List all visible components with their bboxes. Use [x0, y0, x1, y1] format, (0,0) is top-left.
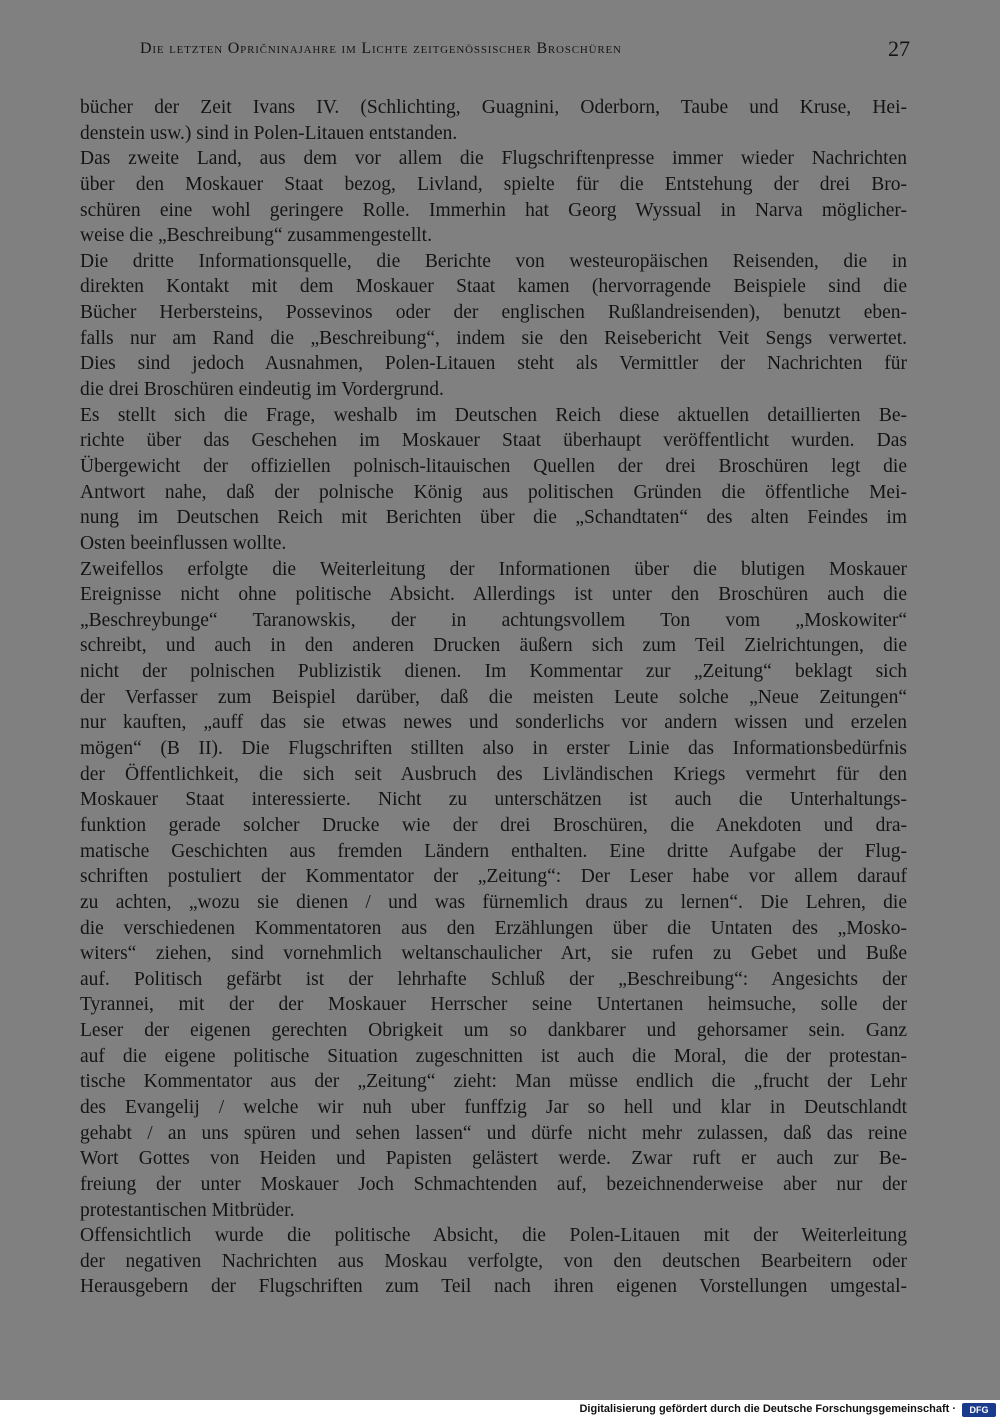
page-number: 27 [888, 36, 910, 61]
running-head [140, 36, 910, 68]
text-line: richte über das Geschehen im Moskauer Staat überhaupt veröffentlicht wurden. Das [80, 430, 907, 452]
text-line: der Öffentlichkeit, die sich seit Ausbruch des Livländischen Kriegs vermehrt für den [80, 763, 907, 785]
text-line: auf. Politisch gefärbt ist der lehrhafte Schluß der „Beschreibung“: Angesichts der [80, 968, 907, 990]
text-line: „Beschreybunge“ Taranowskis, der in achtungsvollem Ton vom „Moskowiter“ [80, 609, 907, 631]
text-line: nur kauften, „auff das sie etwas newes und sonderlichs vor andern wissen und erzelen [80, 712, 907, 734]
funding-credit: Digitalisierung gefördert durch die Deutsche Forschungsgemeinschaft · [579, 1403, 956, 1415]
text-line: über den Moskauer Staat bezog, Livland, spielte für die Entstehung der drei Bro- [80, 173, 907, 195]
text-line: Moskauer Staat interessierte. Nicht zu unterschätzen ist auch die Unterhaltungs- [80, 789, 907, 811]
text-line: Osten beeinflussen wollte. [80, 532, 287, 554]
text-line: funktion gerade solcher Drucke wie der drei Broschüren, die Anekdoten und dra- [80, 814, 907, 836]
dfg-logo-icon: DFG [962, 1403, 996, 1417]
text-line: mögen“ (B II). Die Flugschriften stillten also in erster Linie das Informationsbedürfnis [80, 738, 907, 760]
text-line: witers“ ziehen, sind vornehmlich weltanschaulicher Art, sie rufen zu Gebet und Buße [80, 943, 907, 965]
text-line: schreibt, und auch in den anderen Drucken äußern sich zum Teil Zielrichtungen, die [80, 635, 907, 657]
text-line: weise die „Beschreibung“ zusammengestellt. [80, 225, 432, 247]
text-line: die verschiedenen Kommentatoren aus den Erzählungen über die Untaten des „Mosko- [80, 917, 907, 939]
text-line: gehabt / an uns spüren und sehen lassen“ und dürfe nicht mehr zulassen, daß das reine [80, 1122, 907, 1144]
text-line: Offensichtlich wurde die politische Absicht, die Polen-Litauen mit der Weiterleitung [80, 1225, 907, 1247]
text-line: falls nur am Rand die „Beschreibung“, indem sie den Reisebericht Veit Sengs verwertet. [80, 327, 907, 349]
text-line: Leser der eigenen gerechten Obrigkeit um so dankbarer und gehorsamer sein. Ganz [80, 1020, 907, 1042]
text-line: Übergewicht der offiziellen polnisch-litauischen Quellen der drei Broschüren legt die [80, 455, 907, 477]
text-line: Ereignisse nicht ohne politische Absicht. Allerdings ist unter den Broschüren auch die [80, 584, 907, 606]
text-line: auf die eigene politische Situation zugeschnitten ist auch die Moral, die der protestan- [80, 1045, 907, 1067]
text-line: nung im Deutschen Reich mit Berichten über die „Schandtaten“ des alten Feindes im [80, 507, 907, 529]
text-line: Wort Gottes von Heiden und Papisten gelästert werde. Zwar ruft er auch zur Be- [80, 1148, 907, 1170]
text-line: des Evangelij / welche wir nuh uber funffzig Jar so hell und klar in Deutschlandt [80, 1096, 907, 1118]
text-line: matische Geschichten aus fremden Ländern enthalten. Eine dritte Aufgabe der Flug- [80, 840, 907, 862]
text-line: der negativen Nachrichten aus Moskau verfolgte, von den deutschen Bearbeitern oder [80, 1250, 907, 1272]
text-line: protestantischen Mitbrüder. [80, 1199, 295, 1221]
text-line: Dies sind jedoch Ausnahmen, Polen-Litauen steht als Vermittler der Nachrichten für [80, 353, 907, 375]
text-line: die drei Broschüren eindeutig im Vordergrund. [80, 379, 444, 401]
text-line: freiung der unter Moskauer Joch Schmachtenden auf, bezeichnenderweise aber nur der [80, 1173, 907, 1195]
digitization-footer [0, 1400, 1000, 1420]
text-line: Es stellt sich die Frage, weshalb im Deutschen Reich diese aktuellen detaillierten Be- [80, 404, 907, 426]
text-line: Zweifellos erfolgte die Weiterleitung der Informationen über die blutigen Moskauer [80, 558, 907, 580]
text-line: tische Kommentator aus der „Zeitung“ zieht: Man müsse endlich die „frucht der Lehr [80, 1071, 907, 1093]
text-line: der Verfasser zum Beispiel darüber, daß die meisten Leute solche „Neue Zeitungen“ [80, 686, 907, 708]
text-line: schüren eine wohl geringere Rolle. Immerhin hat Georg Wyssual in Narva möglicher- [80, 199, 907, 221]
text-line: zu achten, „wozu sie dienen / und was fürnemlich draus zu lernen“. Die Lehren, die [80, 891, 907, 913]
text-line: Das zweite Land, aus dem vor allem die Flugschriftenpresse immer wieder Nachrichten [80, 148, 907, 170]
text-line: schriften postuliert der Kommentator der „Zeitung“: Der Leser habe vor allem darauf [80, 866, 907, 888]
text-line: Die dritte Informationsquelle, die Berichte von westeuropäischen Reisenden, die in [80, 250, 907, 272]
text-line: nicht der polnischen Publizistik dienen. Im Kommentar zur „Zeitung“ beklagt sich [80, 661, 907, 683]
body-text [80, 95, 907, 1300]
text-line: direkten Kontakt mit dem Moskauer Staat kamen (hervorragende Beispiele sind die [80, 276, 907, 298]
text-line: Tyrannei, mit der der Moskauer Herrscher seine Untertanen heimsuche, solle der [80, 994, 907, 1016]
text-line: denstein usw.) sind in Polen-Litauen entstanden. [80, 122, 458, 144]
text-line: bücher der Zeit Ivans IV. (Schlichting, Guagnini, Oderborn, Taube und Kruse, Hei- [80, 97, 907, 118]
running-title: Die letzten Opričninajahre im Lichte zeitgenössischer Broschüren [140, 40, 622, 57]
text-line: Bücher Herbersteins, Possevinos oder der englischen Rußlandreisenden), benutzt eben- [80, 302, 907, 324]
text-line: Antwort nahe, daß der polnische König aus politischen Gründen die öffentliche Mei- [80, 481, 907, 503]
text-line: Herausgebern der Flugschriften zum Teil nach ihren eigenen Vorstellungen umgestal- [80, 1276, 907, 1298]
